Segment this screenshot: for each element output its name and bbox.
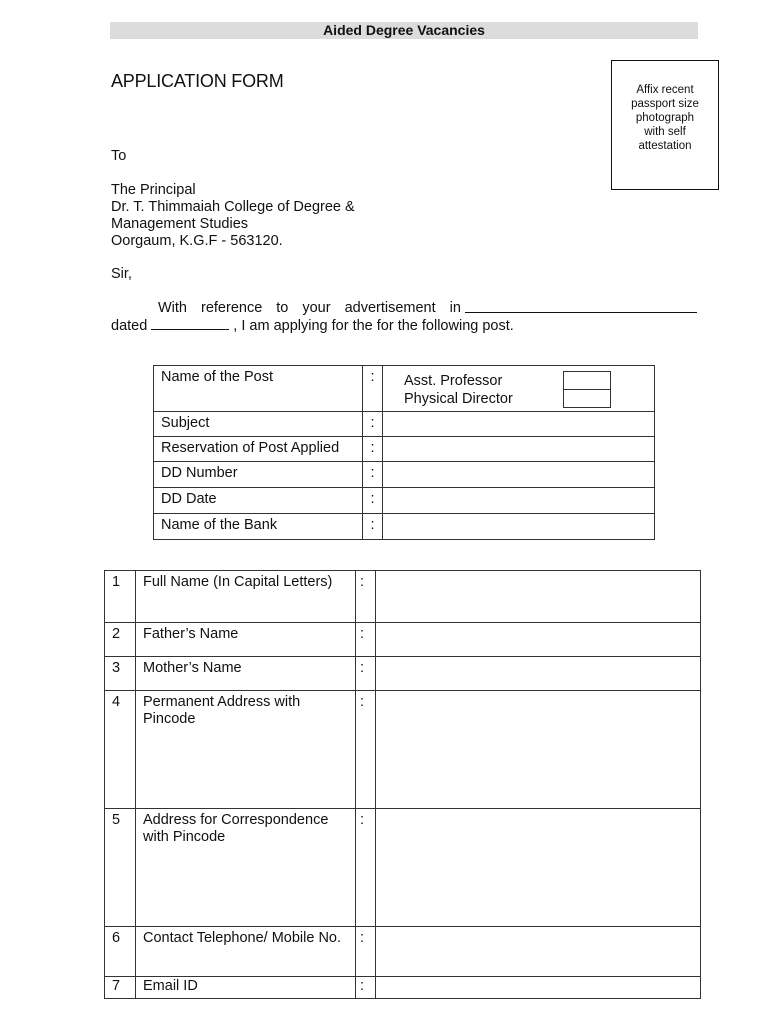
body-word: advertisement <box>344 300 436 316</box>
permanent-address-field[interactable] <box>376 691 701 809</box>
colon: : <box>363 412 383 437</box>
salutation: Sir, <box>111 266 132 282</box>
row-number: 3 <box>105 657 136 691</box>
dd-date-label: DD Date <box>154 488 363 514</box>
father-name-label: Father’s Name <box>136 623 356 657</box>
post-option-asst-professor: Asst. Professor <box>404 373 503 389</box>
advertisement-blank[interactable] <box>465 300 697 313</box>
applicant-details-table <box>104 570 701 999</box>
table-row <box>154 412 655 437</box>
post-options-cell <box>383 366 655 412</box>
addressee-block <box>111 182 355 250</box>
body-word: reference <box>201 300 263 316</box>
contact-field[interactable] <box>376 927 701 977</box>
table-row <box>105 927 701 977</box>
colon: : <box>363 488 383 514</box>
colon: : <box>356 571 376 623</box>
dd-date-field[interactable] <box>383 488 655 514</box>
photo-instruction-line: passport size <box>631 98 699 110</box>
row-number: 1 <box>105 571 136 623</box>
post-option-physical-director: Physical Director <box>404 391 513 407</box>
colon: : <box>356 657 376 691</box>
colon: : <box>363 462 383 488</box>
addressee-line: Oorgaum, K.G.F - 563120. <box>111 233 283 249</box>
addressee-line: The Principal <box>111 182 196 198</box>
dated-label: dated <box>111 318 148 334</box>
correspondence-address-field[interactable] <box>376 809 701 927</box>
colon: : <box>356 927 376 977</box>
permanent-address-label: Permanent Address with Pincode <box>136 691 356 809</box>
table-row <box>105 571 701 623</box>
table-row <box>154 437 655 462</box>
body-rest: , I am applying for the for the following post. <box>233 318 514 334</box>
addressee-line: Management Studies <box>111 216 249 232</box>
dd-number-field[interactable] <box>383 462 655 488</box>
form-title: APPLICATION FORM <box>111 71 284 91</box>
colon: : <box>356 691 376 809</box>
header-bar: Aided Degree Vacancies <box>110 22 698 39</box>
mother-name-label: Mother’s Name <box>136 657 356 691</box>
reservation-label: Reservation of Post Applied <box>154 437 363 462</box>
row-number: 4 <box>105 691 136 809</box>
to-label: To <box>111 148 127 164</box>
body-line-1 <box>111 300 697 317</box>
photo-instruction-line: with self <box>644 126 686 138</box>
colon: : <box>363 437 383 462</box>
correspondence-address-label: Address for Correspondence with Pincode <box>136 809 356 927</box>
photo-placeholder <box>611 60 719 190</box>
body-word: your <box>302 300 331 316</box>
table-row <box>154 462 655 488</box>
photo-instruction-line: Affix recent <box>636 84 694 96</box>
father-name-field[interactable] <box>376 623 701 657</box>
row-number: 7 <box>105 977 136 999</box>
table-row <box>154 366 655 412</box>
date-blank[interactable] <box>151 317 229 330</box>
reservation-field[interactable] <box>383 437 655 462</box>
table-row <box>154 514 655 540</box>
body-word: to <box>276 300 289 316</box>
subject-field[interactable] <box>383 412 655 437</box>
email-label: Email ID <box>136 977 356 999</box>
email-field[interactable] <box>376 977 701 999</box>
table-row <box>105 623 701 657</box>
body-paragraph <box>111 300 697 335</box>
body-word: in <box>449 300 461 316</box>
subject-label: Subject <box>154 412 363 437</box>
asst-professor-checkbox[interactable] <box>563 371 611 390</box>
colon: : <box>363 366 383 412</box>
table-row <box>105 657 701 691</box>
post-details-table <box>153 365 655 540</box>
table-row <box>154 488 655 514</box>
post-label: Name of the Post <box>154 366 363 412</box>
row-number: 6 <box>105 927 136 977</box>
full-name-label: Full Name (In Capital Letters) <box>136 571 356 623</box>
colon: : <box>356 809 376 927</box>
colon: : <box>356 623 376 657</box>
body-line-2 <box>111 317 697 335</box>
colon: : <box>363 514 383 540</box>
bank-name-field[interactable] <box>383 514 655 540</box>
full-name-field[interactable] <box>376 571 701 623</box>
row-number: 5 <box>105 809 136 927</box>
mother-name-field[interactable] <box>376 657 701 691</box>
photo-instruction-line: attestation <box>638 140 692 152</box>
colon: : <box>356 977 376 999</box>
physical-director-checkbox[interactable] <box>563 389 611 408</box>
table-row <box>105 977 701 999</box>
row-number: 2 <box>105 623 136 657</box>
bank-name-label: Name of the Bank <box>154 514 363 540</box>
contact-label: Contact Telephone/ Mobile No. <box>136 927 356 977</box>
body-word: With <box>158 300 187 316</box>
dd-number-label: DD Number <box>154 462 363 488</box>
table-row <box>105 691 701 809</box>
addressee-line: Dr. T. Thimmaiah College of Degree & <box>111 199 355 215</box>
table-row <box>105 809 701 927</box>
photo-instruction-line: photograph <box>635 112 695 124</box>
